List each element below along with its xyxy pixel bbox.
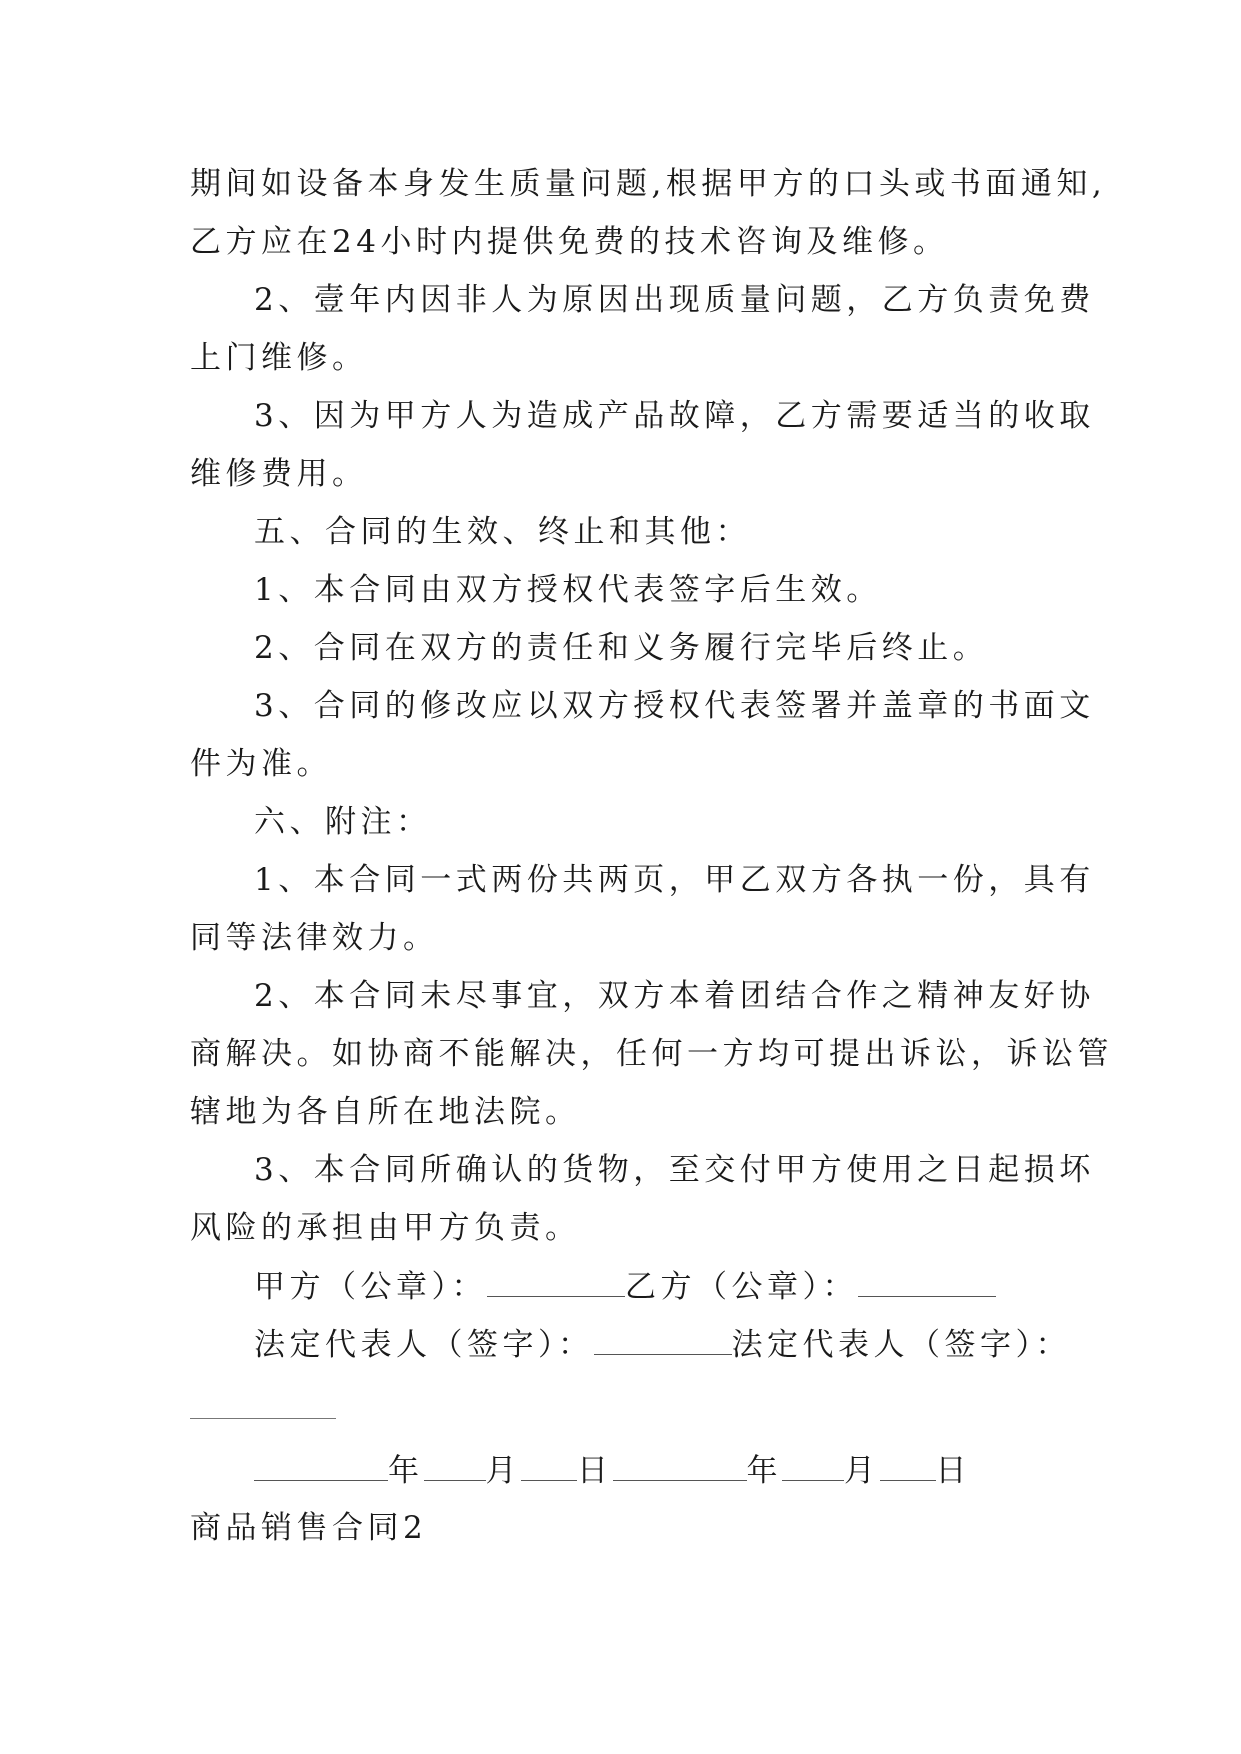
year-a-label: 年 xyxy=(388,1453,424,1489)
rep-a-blank xyxy=(594,1324,732,1355)
month-a-blank xyxy=(424,1450,486,1481)
month-a-label: 月 xyxy=(485,1453,521,1489)
body-text-line: 2、合同在双方的责任和义务履行完毕后终止。 xyxy=(254,630,989,666)
body-text-line: 件为准。 xyxy=(190,746,332,782)
body-text-line: 3、因为甲方人为造成产品故障，乙方需要适当的收取 xyxy=(254,398,1095,434)
body-text-line: 1、本合同由双方授权代表签字后生效。 xyxy=(254,572,882,608)
body-text-line: 期间如设备本身发生质量问题,根据甲方的口头或书面通知, xyxy=(190,166,1107,202)
body-text-line: 1、本合同一式两份共两页，甲乙双方各执一份，具有 xyxy=(254,862,1095,898)
party-b-seal-label: 乙方（公章）： xyxy=(625,1269,858,1305)
month-b-blank xyxy=(782,1450,844,1481)
day-a-label: 日 xyxy=(577,1453,613,1489)
body-text-line: 维修费用。 xyxy=(190,456,368,492)
body-text-line: 风险的承担由甲方负责。 xyxy=(190,1210,581,1246)
rep-b-signature-blank xyxy=(190,1418,336,1419)
year-b-blank xyxy=(613,1450,747,1481)
section-heading: 五、合同的生效、终止和其他： xyxy=(254,514,751,550)
day-b-label: 日 xyxy=(935,1453,971,1489)
body-text-line: 同等法律效力。 xyxy=(190,920,439,956)
rep-a-label: 法定代表人（签字）： xyxy=(254,1327,594,1363)
year-b-label: 年 xyxy=(746,1453,782,1489)
body-text-line: 3、本合同所确认的货物，至交付甲方使用之日起损坏 xyxy=(254,1152,1095,1188)
next-section-heading: 商品销售合同2 xyxy=(190,1510,428,1546)
body-text-line: 上门维修。 xyxy=(190,340,368,376)
year-a-blank xyxy=(254,1450,388,1481)
body-text-line: 乙方应在24小时内提供免费的技术咨询及维修。 xyxy=(190,224,949,260)
day-b-blank xyxy=(880,1450,936,1481)
body-text-line: 辖地为各自所在地法院。 xyxy=(190,1094,581,1130)
body-text-line: 商解决。如协商不能解决，任何一方均可提出诉讼，诉讼管 xyxy=(190,1036,1113,1072)
party-a-seal-blank xyxy=(487,1266,625,1297)
party-b-seal-blank xyxy=(858,1266,996,1297)
body-text-line: 2、壹年内因非人为原因出现质量问题，乙方负责免费 xyxy=(254,282,1095,318)
date-line xyxy=(254,1450,971,1490)
month-b-label: 月 xyxy=(844,1453,880,1489)
day-a-blank xyxy=(521,1450,577,1481)
body-text-line: 2、本合同未尽事宜，双方本着团结合作之精神友好协 xyxy=(254,978,1095,1014)
section-heading: 六、附注： xyxy=(254,804,432,840)
party-a-seal-label: 甲方（公章）： xyxy=(254,1269,487,1305)
representative-line xyxy=(254,1324,1071,1364)
body-text-line: 3、合同的修改应以双方授权代表签署并盖章的书面文 xyxy=(254,688,1095,724)
rep-b-label: 法定代表人（签字）： xyxy=(731,1327,1071,1363)
seal-line xyxy=(254,1266,996,1306)
